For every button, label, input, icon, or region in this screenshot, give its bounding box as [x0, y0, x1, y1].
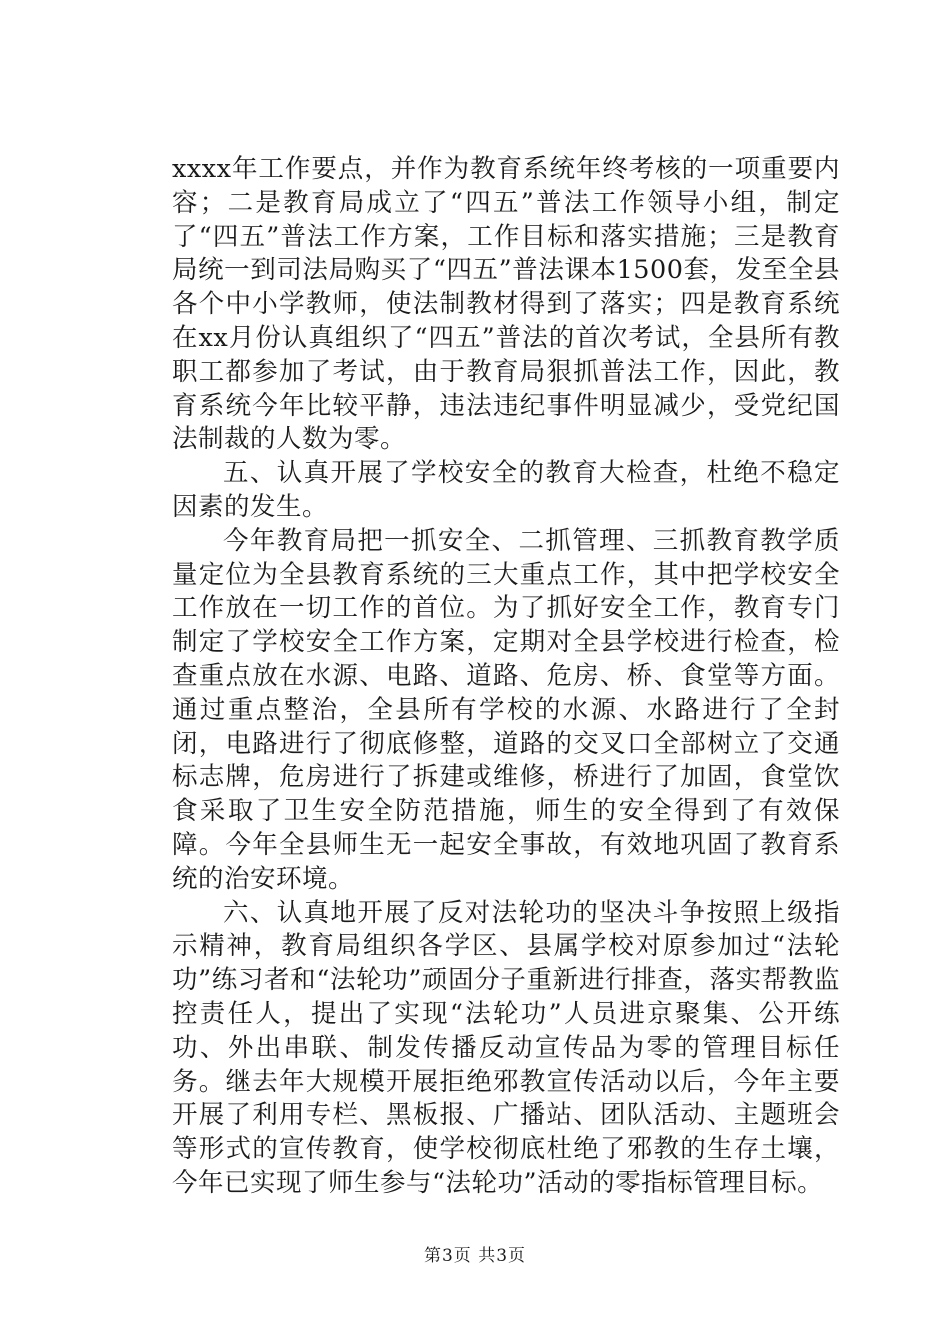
document-body — [172, 153, 840, 1201]
section-heading-six: 六、认真地开展了反对法轮功的坚决斗争按照上级指示精神，教育局组织各学区、县属学校对原参加过“法轮功”练习者和“法轮功”顽固分子重新进行排查，落实帮教监控责任人，提出了实现“法轮功”人员进京聚集、公开练功、外出串联、制发传播反动宣传品为零的管理目标任务。继去年大规模开展拒绝邪教宣传活动以后，今年主要开展了利用专栏、黑板报、广播站、团队活动、主题班会等形式的宣传教育，使学校彻底杜绝了邪教的生存土壤，今年已实现了师生参与“法轮功”活动的零指标管理目标。 — [172, 897, 840, 1198]
paragraph-continuation: xxxx年工作要点，并作为教育系统年终考核的一项重要内容；二是教育局成立了“四五”普法工作领导小组，制定了“四五”普法工作方案，工作目标和落实措施；三是教育局统一到司法局购买了“四五”普法课本1500套，发至全县各个中小学教师，使法制教材得到了落实；四是教育系统在xx月份认真组织了“四五”普法的首次考试，全县所有教职工都参加了考试，由于教育局狠抓普法工作，因此，教育系统今年比较平静，违法违纪事件明显减少，受党纪国法制裁的人数为零。 — [172, 154, 840, 455]
section-heading-five: 五、认真开展了学校安全的教育大检查，杜绝不稳定因素的发生。 — [172, 458, 840, 522]
paragraph-safety: 今年教育局把一抓安全、二抓管理、三抓教育教学质量定位为全县教育系统的三大重点工作，其中把学校安全工作放在一切工作的首位。为了抓好安全工作，教育专门制定了学校安全工作方案，定期对全县学校进行检查，检查重点放在水源、电路、道路、危房、桥、食堂等方面。通过重点整治，全县所有学校的水源、水路进行了全封闭，电路进行了彻底修整，道路的交叉口全部树立了交通标志牌，危房进行了拆建或维修，桥进行了加固，食堂饮食采取了卫生安全防范措施，师生的安全得到了有效保障。今年全县师生无一起安全事故，有效地巩固了教育系统的治安环境。 — [172, 525, 840, 894]
page-number-footer: 第3页 共3页 — [423, 1246, 527, 1266]
